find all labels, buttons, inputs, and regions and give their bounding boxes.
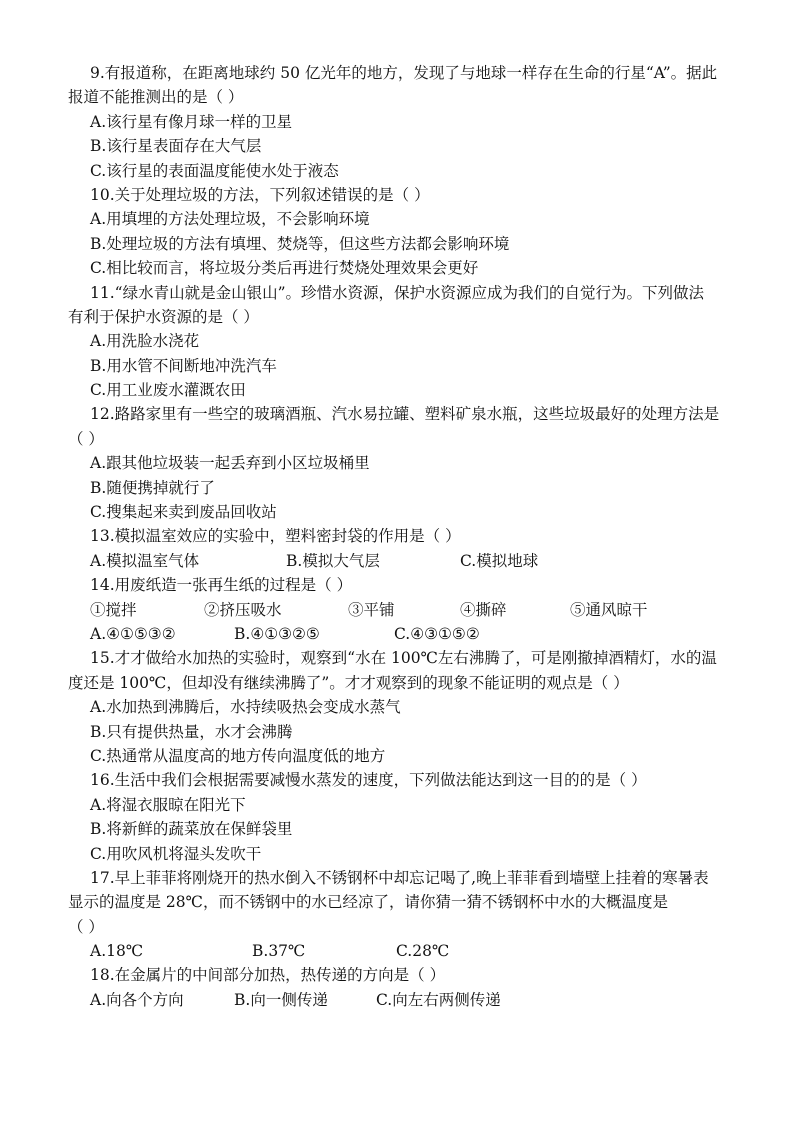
question-9 [68,61,738,183]
step-item: ①搅拌 [90,600,137,619]
step-item: ③平铺 [348,600,395,619]
step-item: ⑤通风晾干 [570,600,648,619]
option-b: B.该行星表面存在大气层 [90,137,262,156]
option-a: A.将湿衣服晾在阳光下 [90,795,246,814]
option-b: B.随便携掉就行了 [90,478,215,497]
question-stem: 13.模拟温室效应的实验中，塑料密封袋的作用是（ ） [90,527,461,546]
question-stem: 11.“绿水青山就是金山银山”。珍惜水资源，保护水资源应成为我们的自觉行为。下列做法 [90,283,705,302]
question-15 [68,646,738,768]
option-c: C.搜集起来卖到废品回收站 [90,503,277,522]
question-18 [68,963,738,1012]
question-14 [68,573,738,646]
question-17 [68,866,738,964]
option-row [68,622,738,646]
option-c: C.模拟地球 [460,551,539,570]
question-stem: 9.有报道称，在距离地球约 50 亿光年的地方，发现了与地球一样存在生命的行星“A”。据此 [90,64,718,82]
option-c: C.④③①⑤② [394,624,480,643]
option-a: A.④①⑤③② [90,624,176,643]
question-stem: 有利于保护水资源的是（ ） [68,307,259,326]
option-c: C.用工业废水灌溉农田 [90,381,246,400]
option-c: C.热通常从温度高的地方传向温度低的地方 [90,746,386,765]
option-b: B.将新鲜的蔬菜放在保鲜袋里 [90,820,293,839]
question-13 [68,524,738,573]
option-a: A.用洗脸水浇花 [90,332,200,351]
question-stem: 度还是 100℃，但却没有继续沸腾了”。才才观察到的现象不能证明的观点是（ ） [68,673,629,692]
question-stem: 16.生活中我们会根据需要减慢水蒸发的速度，下列做法能达到这一目的的是（ ） [90,771,647,790]
option-row [68,549,738,573]
option-c: C.28℃ [396,942,450,961]
option-a: A.18℃ [90,942,144,961]
option-a: A.模拟温室气体 [90,551,200,570]
option-b: B.只有提供热量，水才会沸腾 [90,722,293,741]
question-stem: 报道不能推测出的是（ ） [68,88,244,107]
question-stem: 显示的温度是 28℃，而不锈钢中的水已经凉了，请你猜一猜不锈钢杯中水的大概温度是 [68,893,668,912]
option-b: B.37℃ [252,942,306,961]
question-stem: 12.路路家里有一些空的玻璃酒瓶、汽水易拉罐、塑料矿泉水瓶，这些垃圾最好的处理方法是 [90,405,720,424]
question-stem: 17.早上菲菲将刚烧开的热水倒入不锈钢杯中却忘记喝了,晚上菲菲看到墙壁上挂着的寒暑表 [90,868,709,887]
option-a: A.跟其他垃圾装一起丢弃到小区垃圾桶里 [90,454,370,473]
question-list [68,61,738,1012]
question-stem: 18.在金属片的中间部分加热，热传递的方向是（ ） [90,966,446,985]
option-c: C.相比较而言，将垃圾分类后再进行焚烧处理效果会更好 [90,259,479,278]
question-stem: 14.用废纸造一张再生纸的过程是（ ） [90,576,353,595]
option-a: A.用填埋的方法处理垃圾，不会影响环境 [90,210,370,229]
option-a: A.向各个方向 [90,990,184,1009]
question-stem: （ ） [68,429,104,448]
question-11 [68,281,738,403]
option-b: B.向一侧传递 [234,990,328,1009]
question-12 [68,402,738,524]
question-16 [68,768,738,866]
option-b: B.用水管不间断地冲洗汽车 [90,356,277,375]
option-c: C.向左右两侧传递 [376,990,501,1009]
option-a: A.该行星有像月球一样的卫星 [90,112,293,131]
option-c: C.该行星的表面温度能使水处于液态 [90,161,339,180]
option-a: A.水加热到沸腾后，水持续吸热会变成水蒸气 [90,698,401,717]
step-item: ④撕碎 [460,600,507,619]
question-stem: 15.才才做给水加热的实验时，观察到“水在 100℃左右沸腾了，可是刚撤掉酒精灯，水的温 [90,649,717,668]
option-b: B.模拟大气层 [286,551,380,570]
option-b: B.④①③②⑤ [234,624,320,643]
option-row [68,988,738,1012]
question-10 [68,183,738,281]
option-c: C.用吹风机将湿头发吹干 [90,844,262,863]
step-item: ②挤压吸水 [204,600,282,619]
option-row [68,939,738,963]
step-row [68,598,738,622]
question-stem: 10.关于处理垃圾的方法，下列叙述错误的是（ ） [90,185,430,204]
question-stem: （ ） [68,917,104,936]
option-b: B.处理垃圾的方法有填埋、焚烧等，但这些方法都会影响环境 [90,234,510,253]
